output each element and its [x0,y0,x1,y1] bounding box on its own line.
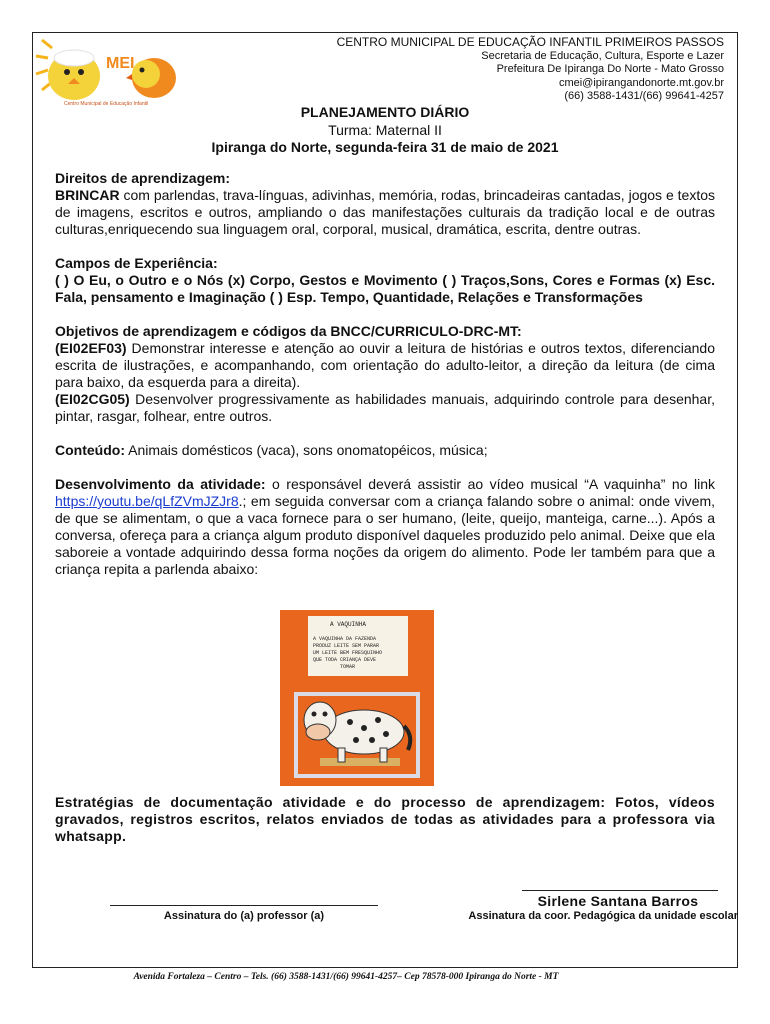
coordinator-signature-label: Assinatura da coor. Pedagógica da unidade escolar [468,910,738,922]
plan-content [55,170,715,595]
objectives-heading: Objetivos de aprendizagem e códigos da BNCC/CURRICULO-DRC-MT: [55,323,522,339]
content-section [55,442,715,459]
email: cmei@ipirangandonorte.mt.gov.br [558,76,724,89]
teacher-signature-line [110,905,378,906]
coordinator-signature-line [522,890,718,891]
school-logo [34,34,184,108]
title-block [40,104,730,157]
header-info [337,36,724,104]
development-section [55,476,715,578]
rights-text: com parlendas, trava-línguas, adivinhas, memória, rodas, brincadeiras cantadas, jogos e textos de imagens, escritos e outros, ampliando o das manifestações culturais da tradição local e de outras culturas,enriquecendo sua linguagem oral, corporal, musical, dramática, escrita, dentre outras. [55,187,715,237]
rights-heading: Direitos de aprendizagem: [55,170,231,186]
content-text: Animais domésticos (vaca), sons onomatopéicos, música; [124,442,488,458]
coordinator-name: Sirlene Santana Barros [537,893,699,909]
poster-line: QUE TODA CRIANÇA DEVE [313,657,377,663]
date-line: Ipiranga do Norte, segunda-feira 31 de maio de 2021 [211,139,559,155]
logo-caption: Centro Municipal de Educação Infantil [64,101,149,107]
logo-text: MEI [106,55,135,72]
development-text-b: .; em seguida conversar com a criança falando sobre o animal: onde vivem, de que se alimentam, o que a vaca fornece para o ser humano, (leite, queijo, manteiga, carne...). Após a conversa, ofereça para a criança algum produto disponível daqueles produzido pelo animal. Deixe que ela saboreie a vontade adquirindo dessa forma noções da origem do alimento. Pode ler também para que a criança repita a parlenda abaixo: [55,493,715,577]
footer-address: Avenida Fortaleza – Centro – Tels. (66) 3588-1431/(66) 99641-4257– Cep 78578-000 Ipiranga do Norte - MT [133,972,559,982]
content-label: Conteúdo: [55,442,125,458]
rights-keyword: BRINCAR [55,187,120,203]
secretariat: Secretaria de Educação, Cultura, Esporte e Lazer [481,49,724,62]
strategies-section: Estratégias de documentação atividade e do processo de aprendizagem: Fotos, vídeos gravados, registros escritos, relatos enviados de todas as atividades para a professora via whatsapp. [55,794,715,844]
fields-text: ( ) O Eu, o Outro e o Nós (x) Corpo, Gestos e Movimento ( ) Traços,Sons, Cores e Formas (x) Esc. Fala, pensamento e Imaginação ( ) Esp. Tempo, Quantidade, Relações e Transformações [55,272,715,305]
poster-line: A VAQUINHA DA FAZENDA [313,636,377,642]
document-title: PLANEJAMENTO DIÁRIO [300,104,470,120]
poster-line: PRODUZ LEITE SEM PARAR [313,643,380,649]
cow-poster-image [280,610,434,786]
poster-line: UM LEITE BEM FRESQUINHO [313,650,383,656]
objective-code-2: (EI02CG05) [55,391,130,407]
objective-text-1: Demonstrar interesse e atenção ao ouvir a leitura de histórias e outros textos, diferenciando escrita de ilustrações, e acompanhando, com orientação do adulto-leitor, a direção da leitura (de cima para baixo, da esquerda para a direita). [55,340,715,390]
objectives-section [55,323,715,425]
institution-name: CENTRO MUNICIPAL DE EDUCAÇÃO INFANTIL PRIMEIROS PASSOS [336,35,724,49]
video-link[interactable]: https://youtu.be/qLfZVmJZJr8 [55,493,239,509]
rights-section [55,170,715,238]
development-label: Desenvolvimento da atividade: [55,476,266,492]
objective-text-2: Desenvolver progressivamente as habilidades manuais, adquirindo controle para desenhar, pintar, rasgar, folhear, entre outros. [55,391,715,424]
fields-section [55,255,715,306]
development-text-a: o responsável deverá assistir ao vídeo musical “A vaquinha” no link [265,476,715,492]
poster-title: A VAQUINHA [330,621,367,628]
fields-heading: Campos de Experiência: [55,255,218,271]
poster-line: TOMAR [340,664,356,670]
prefecture: Prefeitura De Ipiranga Do Norte - Mato Grosso [496,63,724,75]
teacher-signature-label: Assinatura do (a) professor (a) [163,910,325,922]
class-line: Turma: Maternal II [328,121,442,138]
objective-code-1: (EI02EF03) [55,340,127,356]
phones: (66) 3588-1431/(66) 99641-4257 [564,90,724,102]
